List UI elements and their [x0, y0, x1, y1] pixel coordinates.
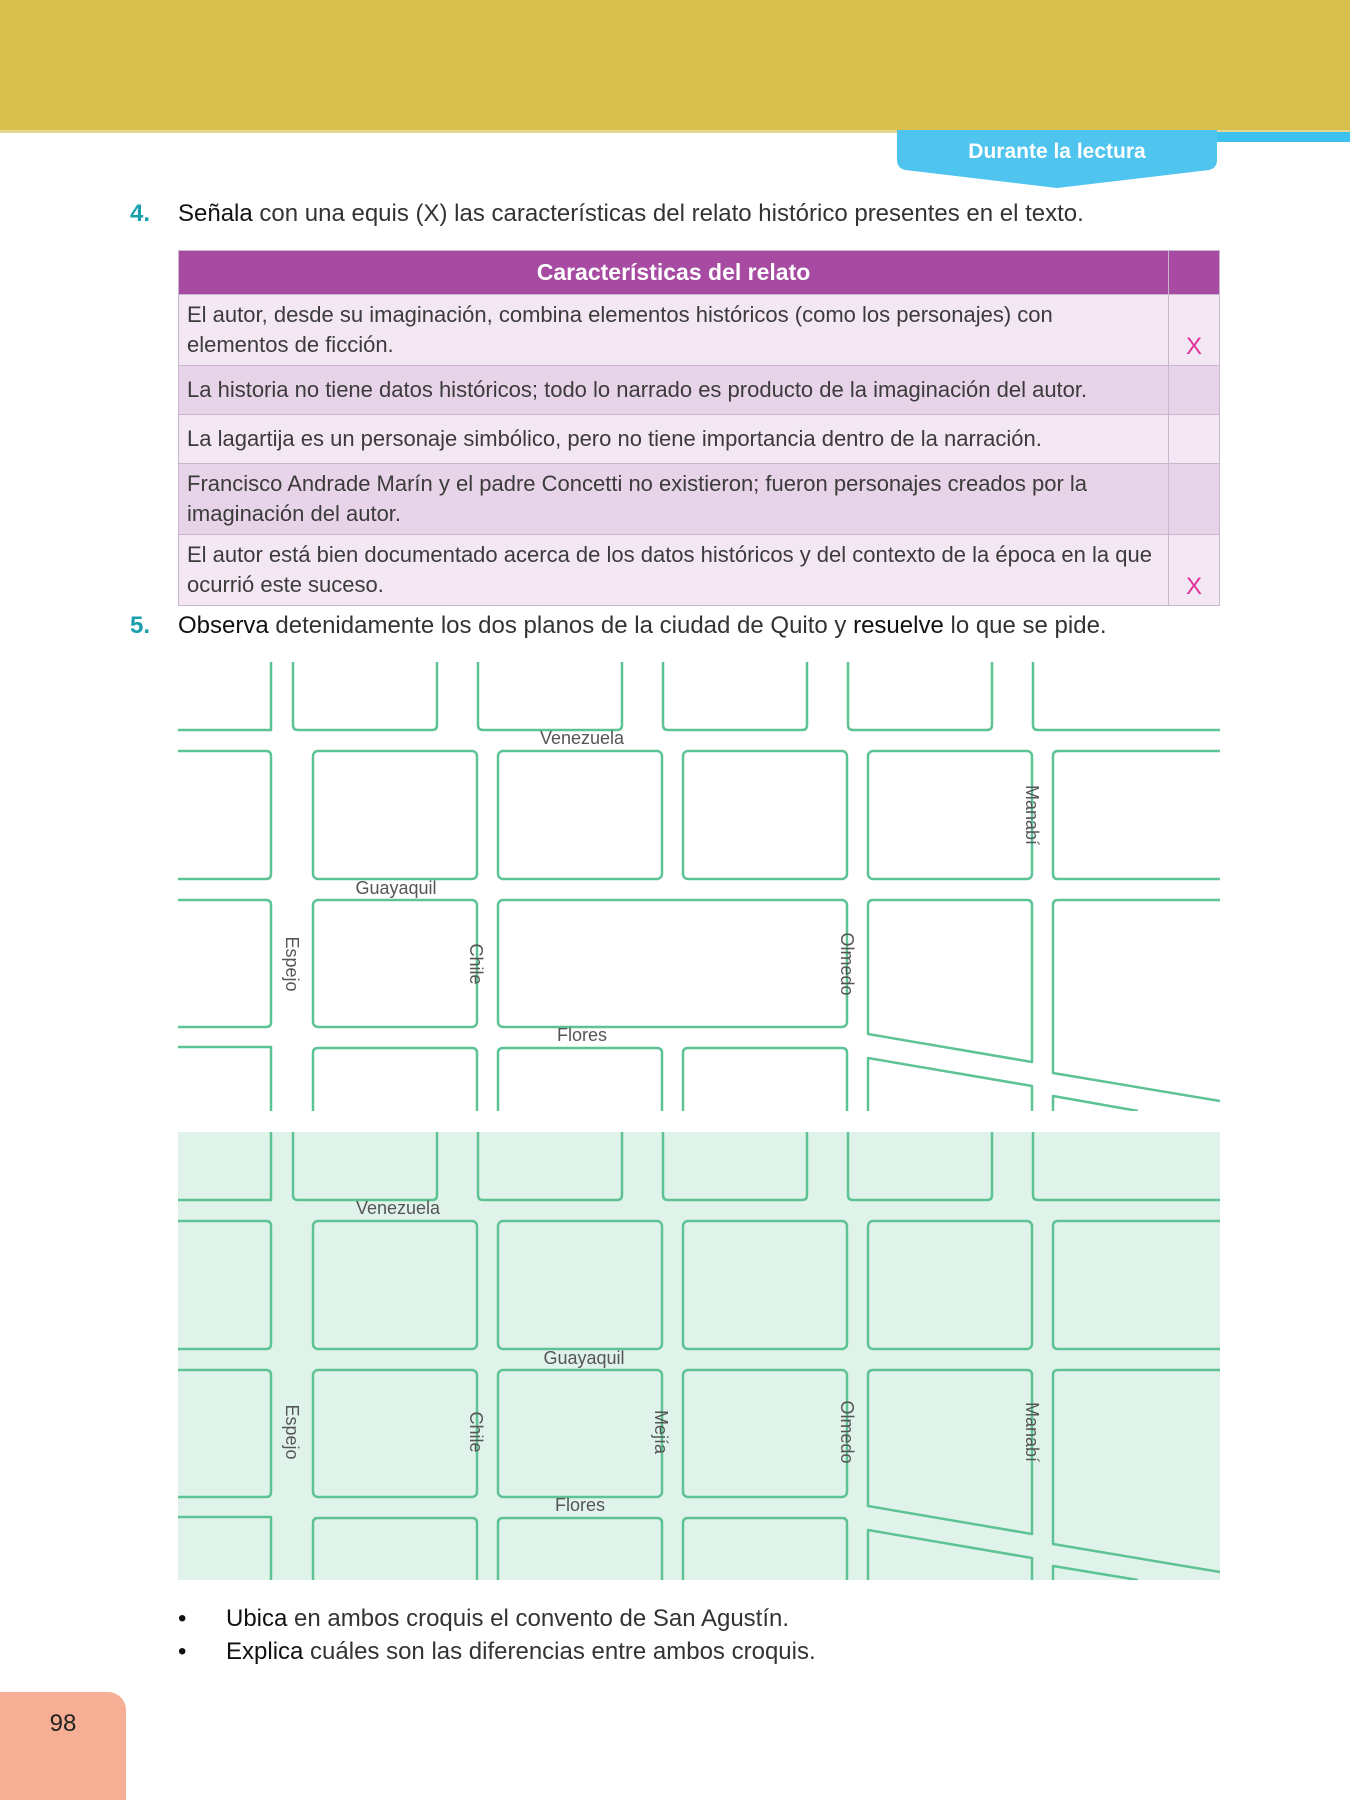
page-number-tab: [0, 1692, 126, 1800]
row-mark[interactable]: [1169, 464, 1220, 535]
question-5-number: 5.: [130, 612, 151, 639]
map-1-blocks: [178, 662, 1220, 1111]
street-label: Manabí: [1022, 784, 1042, 846]
row-text: El autor está bien documentado acerca de los datos históricos y del contexto de la época en la que ocurrió este suceso.: [179, 535, 1169, 606]
street-label: Venezuela: [355, 1198, 441, 1218]
page-number: 98: [49, 1710, 77, 1737]
street-label: Guayaquil: [543, 1348, 625, 1368]
question-4-verb: Señala: [178, 200, 253, 227]
table-header: Características del relato: [179, 251, 1169, 295]
street-label: Venezuela: [539, 728, 625, 748]
characteristics-table: [178, 250, 1220, 606]
street-label: Flores: [554, 1495, 606, 1515]
row-mark[interactable]: X: [1169, 295, 1220, 366]
section-line: [1200, 132, 1350, 142]
street-label: Olmedo: [837, 1400, 857, 1464]
question-4-instruction: con una equis (X) las características del relato histórico presentes en el texto.: [252, 200, 1084, 227]
street-label: Chile: [466, 1411, 486, 1453]
task-verb: Explica: [226, 1638, 304, 1665]
table-row: [179, 535, 1220, 606]
map-2: [178, 1132, 1220, 1580]
row-text: Francisco Andrade Marín y el padre Concetti no existieron; fueron personajes creados por la imaginación del autor.: [179, 464, 1169, 535]
street-label: Manabí: [1022, 1401, 1042, 1463]
table-row: [179, 415, 1220, 464]
task-instruction: en ambos croquis el convento de San Agustín.: [287, 1605, 790, 1632]
street-label: Flores: [556, 1025, 608, 1045]
question-5-text: [178, 612, 1107, 640]
row-mark[interactable]: [1169, 366, 1220, 415]
task-verb: Ubica: [226, 1605, 288, 1632]
table-row: [179, 295, 1220, 366]
question-5-verb-observa: Observa: [178, 612, 269, 639]
row-text: La lagartija es un personaje simbólico, pero no tiene importancia dentro de la narración.: [179, 415, 1169, 464]
task-instruction: cuáles son las diferencias entre ambos croquis.: [303, 1638, 816, 1665]
row-text: El autor, desde su imaginación, combina elementos históricos (como los personajes) con elementos de ficción.: [179, 295, 1169, 366]
street-label: Espejo: [282, 1404, 302, 1460]
header-banner: [0, 0, 1350, 130]
street-label: Guayaquil: [355, 878, 437, 898]
question-5-instruction-a: detenidamente los dos planos de la ciudad de Quito y: [268, 612, 854, 639]
task-text: [226, 1605, 789, 1633]
table-header-row: [179, 251, 1220, 295]
row-mark[interactable]: X: [1169, 535, 1220, 606]
bullet-icon: •: [178, 1605, 187, 1632]
question-5-instruction-b: lo que se pide.: [943, 612, 1107, 639]
table-header-mark: [1169, 251, 1220, 295]
question-4-number: 4.: [130, 200, 151, 227]
street-label: Chile: [466, 943, 486, 985]
map-1: [178, 662, 1220, 1111]
street-label: Espejo: [282, 936, 302, 992]
row-mark[interactable]: [1169, 415, 1220, 464]
street-label: Olmedo: [837, 932, 857, 996]
row-text: La historia no tiene datos históricos; todo lo narrado es producto de la imaginación del autor.: [179, 366, 1169, 415]
table-row: [179, 464, 1220, 535]
question-4-text: [178, 200, 1084, 228]
street-label: Mejía: [651, 1409, 671, 1455]
question-5-verb-resuelve: resuelve: [853, 612, 944, 639]
section-label: Durante la lectura: [968, 140, 1146, 163]
bullet-icon: •: [178, 1638, 187, 1665]
task-text: [226, 1638, 816, 1666]
table-row: [179, 366, 1220, 415]
